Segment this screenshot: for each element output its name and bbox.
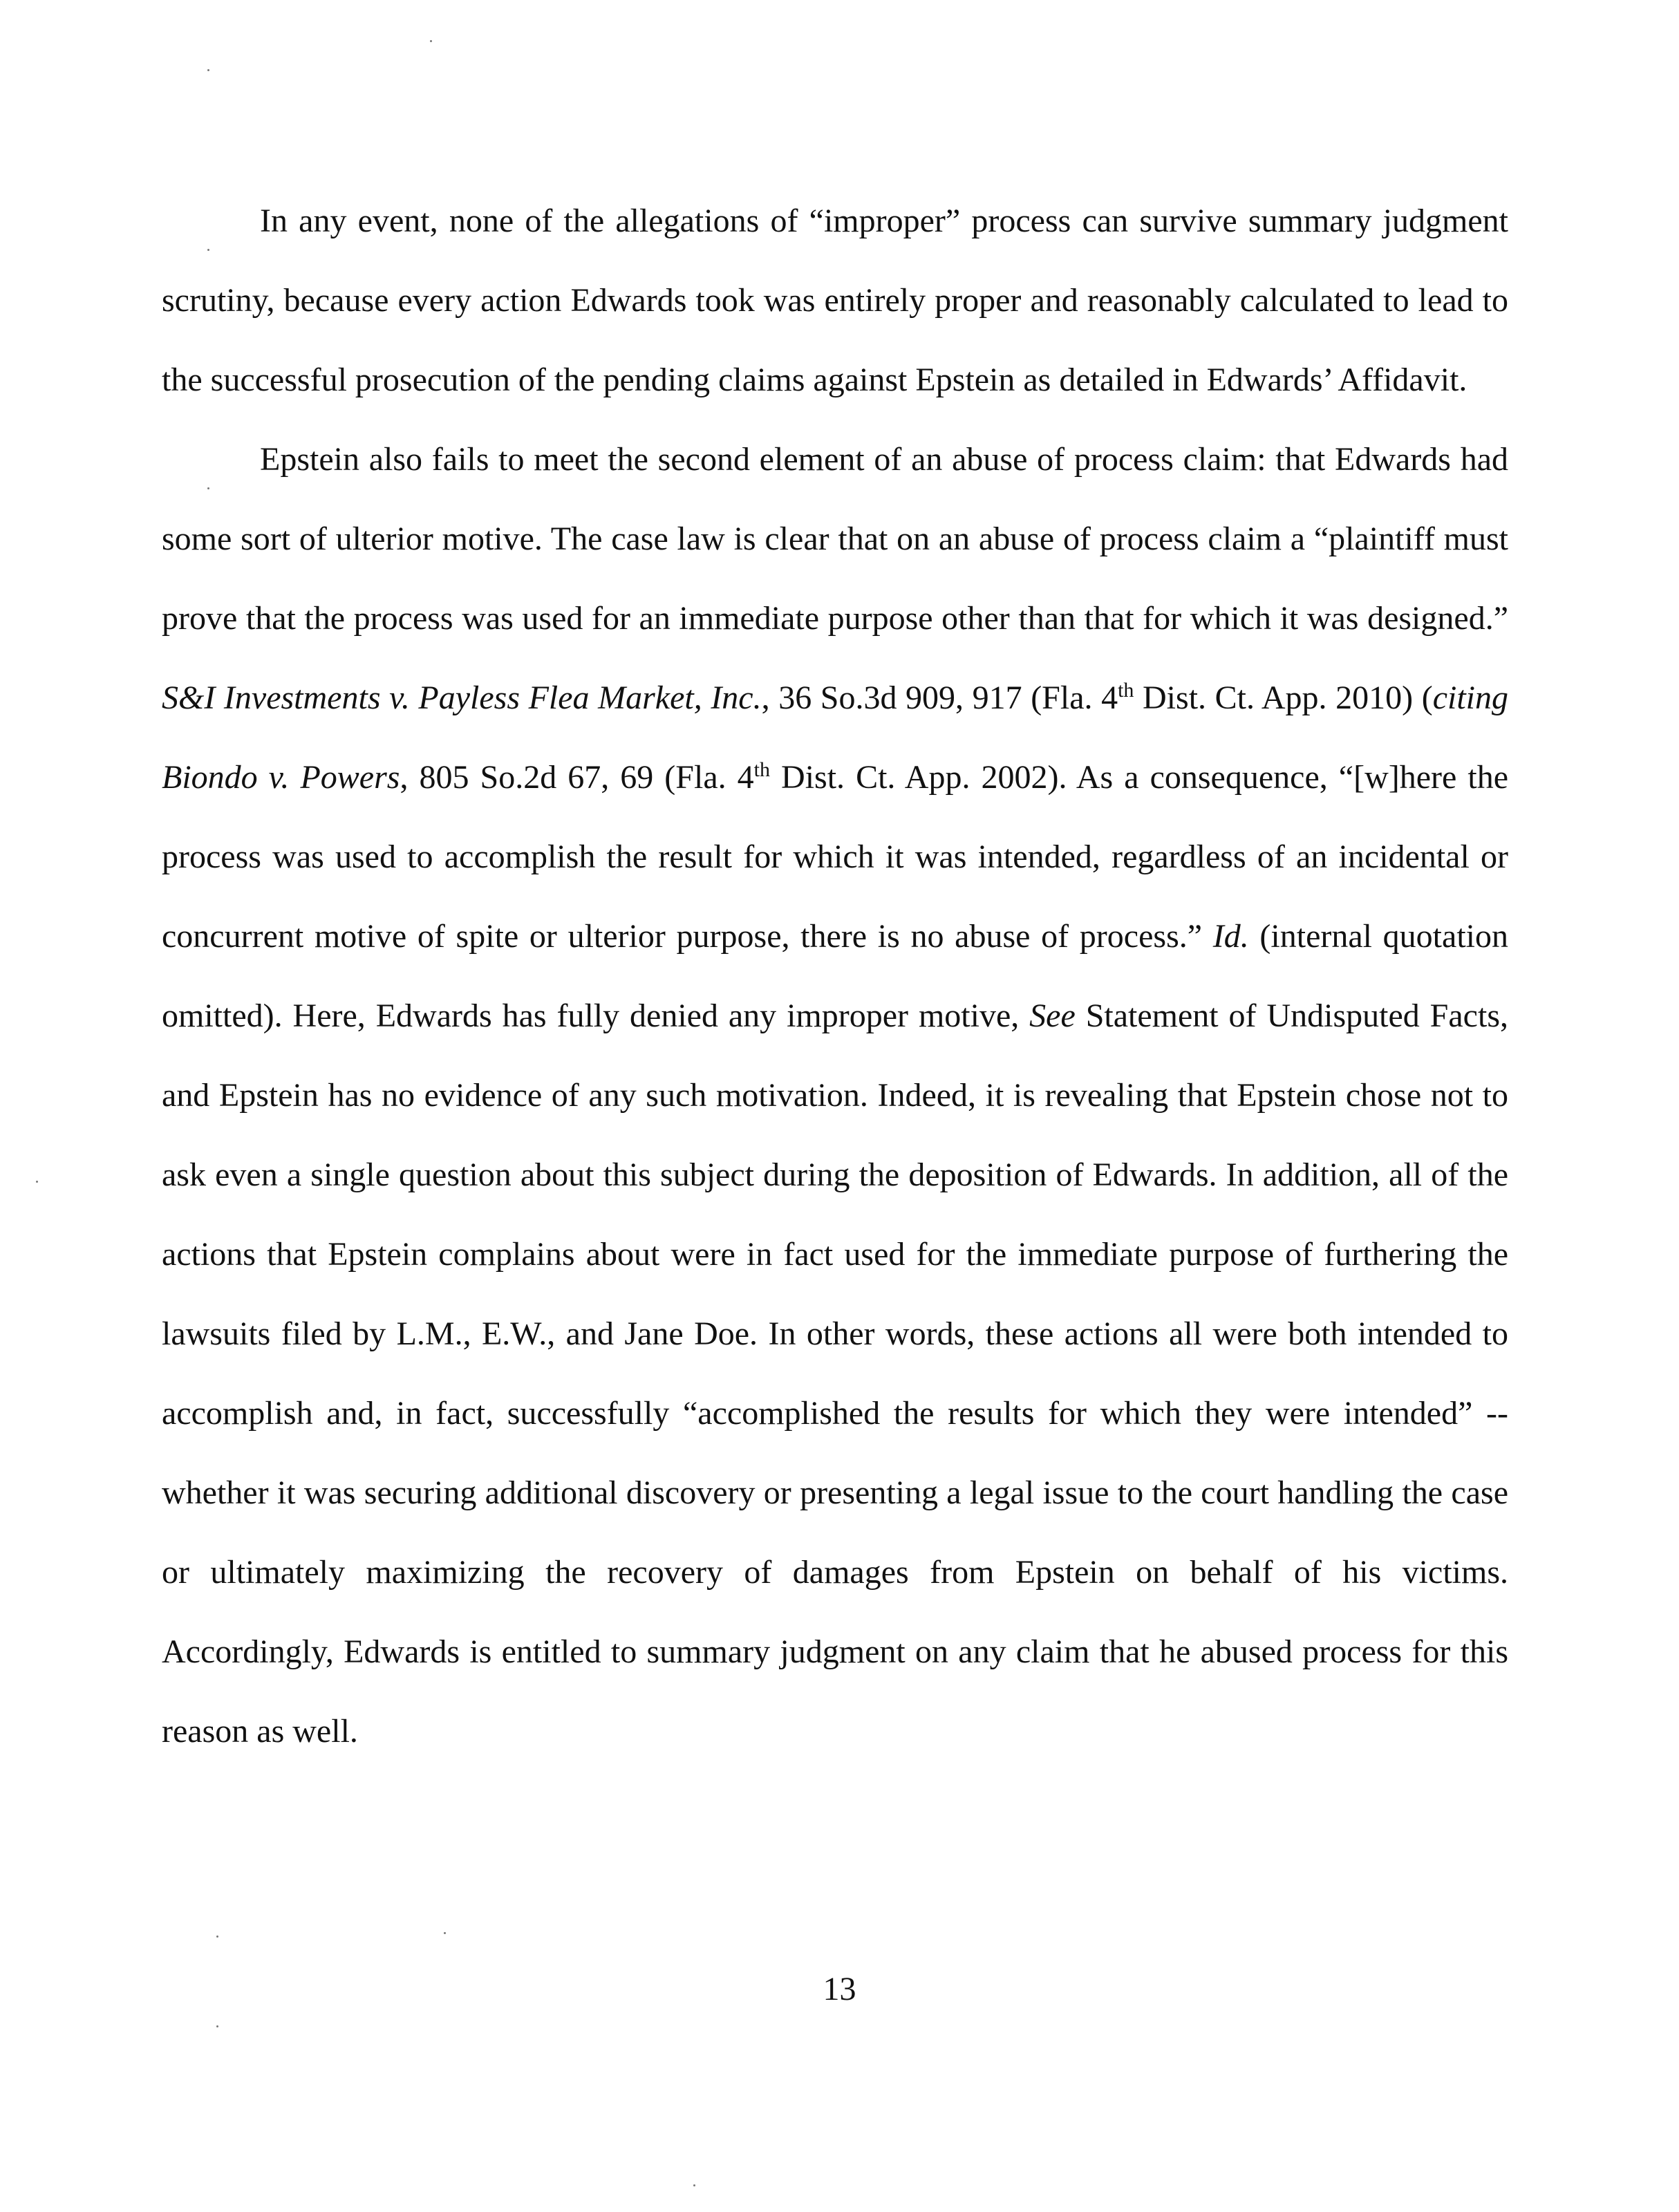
paragraph-ulterior-motive [162,420,1508,1771]
scan-speck [444,1932,446,1934]
page-number: 13 [823,1971,856,2007]
ordinal-superscript: th [1118,679,1134,702]
citation-id: Id. [1212,918,1249,955]
paragraph-text: , 805 So.2d 67, 69 (Fla. 4 [400,759,754,796]
paragraph-text: Dist. Ct. App. 2002). As a consequence, “[w]here the process was used to accomplish the result for which it was intended, regardless of an incidental or concurrent motive of spite or ulterior purpose, there is no abuse of process.” [162,759,1508,955]
paragraph-text: Dist. Ct. App. 2010) ( [1134,679,1433,716]
scan-speck [207,249,209,251]
paragraph-text: In any event, none of the allegations of “improper” process can survive summary judgment scrutiny, because every action Edwards took was entirely proper and reasonably calculated to lead to the successful prosecution of the pending claims against Epstein as detailed in Edwards’ Affidavit. [162,203,1508,398]
paragraph-text: Statement of Undisputed Facts, and Epstein has no evidence of any such motivation. Indeed, it is revealing that Epstein chose not to ask even a single question about this subject during the deposition of Edwards. In addition, all of the actions that Epstein complains about were in fact used for the immediate purpose of furthering the lawsuits filed by L.M., E.W., and Jane Doe. In other words, these actions all were both intended to accomplish and, in fact, successfully “accomplished the results for which they were intended” -- whether it was securing additional discovery or presenting a legal issue to the court handling the case or ultimately maximizing the recovery of damages from Epstein on behalf of his victims. Accordingly, Edwards is entitled to summary judgment on any claim that he abused process for this reason as well. [162,997,1508,1750]
paragraph-text: Epstein also fails to meet the second element of an abuse of process claim: that Edwards had some sort of ulterior motive. The case law is clear that on an abuse of process claim a “plaintiff must prove that the process was used for an immediate purpose other than that for which it was designed.” [162,441,1508,637]
case-citation-si-investments: S&I Investments v. Payless Flea Market, Inc. [162,679,762,716]
scan-speck [693,2184,695,2186]
scan-speck [36,1181,38,1183]
scan-speck [216,1936,218,1938]
paragraph-text: (internal quotation omitted). Here, Edwards has fully denied any improper motive, [162,918,1508,1034]
scan-speck [216,2025,218,2027]
paragraph-improper-process [162,181,1508,420]
paragraph-text: , 36 So.3d 909, 917 (Fla. 4 [761,679,1118,716]
scan-speck [207,487,209,489]
case-citation-biondo: citing Biondo v. Powers [162,679,1508,796]
document-body [162,181,1508,1771]
scan-speck [430,40,432,42]
scan-speck [207,69,209,71]
ordinal-superscript: th [753,758,770,781]
citation-signal-see: See [1029,997,1076,1034]
